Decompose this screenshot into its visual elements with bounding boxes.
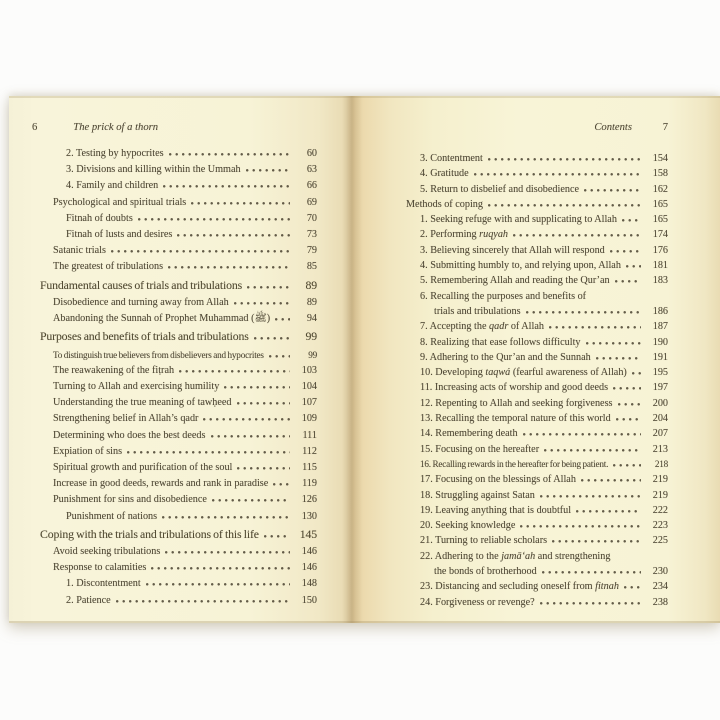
toc-entry-title: Satanic trials bbox=[53, 245, 106, 257]
toc-entry bbox=[40, 525, 317, 544]
dot-leader bbox=[613, 464, 641, 467]
toc-entry bbox=[406, 549, 668, 564]
toc-entry-title: 16. Recalling rewards in the hereafter for being patient. bbox=[420, 458, 609, 469]
toc-entry bbox=[406, 411, 668, 426]
toc-entry bbox=[406, 457, 668, 472]
toc-entry bbox=[406, 488, 668, 503]
toc-entry-title: 8. Realizing that ease follows difficulty bbox=[420, 336, 581, 348]
toc-entry bbox=[406, 289, 668, 304]
toc-entry-title: 2. Testing by hypocrites bbox=[66, 148, 164, 159]
toc-entry-title: 4. Submitting humbly to, and relying upon, Allah bbox=[420, 260, 621, 272]
toc-entry bbox=[406, 197, 668, 212]
toc-entry-page-number: 150 bbox=[301, 594, 317, 606]
dot-leader bbox=[237, 402, 290, 405]
toc-entry-page-number: 183 bbox=[652, 275, 668, 287]
toc-entry-page-number: 162 bbox=[652, 183, 668, 195]
dot-leader bbox=[552, 540, 641, 543]
toc-entry-page-number: 146 bbox=[301, 546, 317, 558]
toc-entry bbox=[406, 426, 668, 441]
toc-entry-page-number: 130 bbox=[301, 510, 317, 522]
toc-entry bbox=[40, 146, 317, 162]
toc-entry-title: 3. Divisions and killing within the Ummah bbox=[66, 164, 241, 176]
toc-entry bbox=[40, 379, 317, 395]
toc-entry bbox=[40, 311, 317, 327]
toc-entry-title: 1. Seeking refuge with and supplicating to Allah bbox=[420, 214, 617, 226]
toc-entry bbox=[40, 243, 317, 259]
dot-leader bbox=[212, 499, 290, 502]
toc-entry bbox=[40, 593, 317, 609]
dot-leader bbox=[526, 311, 641, 314]
toc-entry-title: 12. Repenting to Allah and seeking forgiveness bbox=[420, 397, 613, 409]
dot-leader bbox=[165, 551, 290, 554]
dot-leader bbox=[224, 386, 290, 389]
dot-leader bbox=[610, 250, 641, 253]
toc-entry-title: Purposes and benefits of trials and tribulations bbox=[40, 329, 249, 344]
toc-entry-page-number: 176 bbox=[652, 244, 668, 256]
toc-entry bbox=[40, 411, 317, 427]
dot-leader bbox=[151, 567, 290, 570]
toc-entry-page-number: 222 bbox=[652, 504, 668, 516]
toc-entry-title: 7. Accepting the qadr of Allah bbox=[420, 321, 544, 333]
toc-entry-page-number: 69 bbox=[306, 196, 317, 208]
toc-entry-title: Understanding the true meaning of tawḥeed bbox=[53, 397, 232, 409]
toc-entry-title: Fundamental causes of trials and tribulations bbox=[40, 277, 243, 292]
dot-leader bbox=[632, 372, 641, 375]
dot-leader bbox=[542, 571, 641, 574]
toc-entry-page-number: 181 bbox=[652, 260, 668, 272]
dot-leader bbox=[269, 355, 290, 358]
dot-leader bbox=[540, 495, 641, 498]
toc-entry-page-number: 115 bbox=[302, 461, 317, 473]
toc-entry-title: Turning to Allah and exercising humility bbox=[53, 381, 220, 393]
toc-entry bbox=[406, 579, 668, 594]
toc-entry-page-number: 112 bbox=[302, 445, 317, 457]
toc-entry-title: trials and tribulations bbox=[434, 305, 521, 317]
toc-entry-title: 2. Patience bbox=[66, 594, 111, 606]
toc-entry-page-number: 70 bbox=[306, 212, 317, 224]
dot-leader bbox=[234, 302, 290, 305]
toc-entry-page-number: 73 bbox=[306, 228, 317, 240]
toc-entry-page-number: 104 bbox=[301, 381, 317, 393]
toc-entry bbox=[40, 276, 317, 295]
toc-entry bbox=[40, 211, 317, 227]
toc-entry bbox=[406, 227, 668, 242]
toc-entry bbox=[406, 518, 668, 533]
toc-entry bbox=[406, 533, 668, 548]
toc-entry-page-number: 174 bbox=[652, 229, 668, 241]
toc-entry bbox=[40, 347, 317, 363]
toc-entry-title: 18. Struggling against Satan bbox=[420, 489, 535, 501]
toc-entry-title: the bonds of brotherhood bbox=[434, 566, 537, 578]
right-running-head bbox=[406, 122, 668, 133]
dot-leader bbox=[254, 337, 290, 340]
toc-entry-title: 11. Increasing acts of worship and good deeds bbox=[420, 382, 609, 394]
dot-leader bbox=[169, 153, 290, 156]
toc-entry bbox=[40, 227, 317, 243]
toc-entry-title: Psychological and spiritual trials bbox=[53, 196, 187, 208]
toc-entry-page-number: 204 bbox=[652, 413, 668, 425]
dot-leader bbox=[177, 234, 290, 237]
toc-entry-page-number: 191 bbox=[652, 351, 668, 363]
toc-entry-title: 3. Believing sincerely that Allah will respond bbox=[420, 244, 605, 256]
toc-entry-page-number: 207 bbox=[652, 428, 668, 440]
toc-entry-title: 5. Return to disbelief and disobedience bbox=[420, 183, 579, 195]
toc-entry-title: To distinguish true believers from disbelievers and hypocrites bbox=[53, 349, 264, 360]
dot-leader bbox=[586, 342, 641, 345]
toc-entry-page-number: 60 bbox=[306, 148, 317, 159]
dot-leader bbox=[273, 483, 290, 486]
toc-entry-page-number: 146 bbox=[301, 562, 317, 574]
dot-leader bbox=[203, 418, 290, 421]
toc-entry-page-number: 238 bbox=[652, 596, 668, 608]
toc-entry-page-number: 109 bbox=[301, 413, 317, 425]
dot-leader bbox=[111, 250, 290, 253]
toc-entry-page-number: 126 bbox=[301, 494, 317, 506]
toc-entry-page-number: 190 bbox=[652, 336, 668, 348]
dot-leader bbox=[488, 158, 641, 161]
toc-entry bbox=[40, 428, 317, 444]
toc-entry-page-number: 200 bbox=[652, 397, 668, 409]
toc-entry-title: 4. Gratitude bbox=[420, 168, 469, 180]
right-running-title: Contents bbox=[594, 122, 632, 133]
right-page bbox=[353, 96, 720, 623]
toc-entry bbox=[406, 595, 668, 610]
dot-leader bbox=[584, 189, 641, 192]
toc-entry-title: Punishment for sins and disobedience bbox=[53, 494, 207, 506]
toc-entry bbox=[40, 162, 317, 178]
dot-leader bbox=[246, 169, 290, 172]
toc-entry-title: 1. Discontentment bbox=[66, 578, 141, 590]
toc-entry-page-number: 111 bbox=[302, 429, 317, 441]
dot-leader bbox=[275, 318, 290, 321]
toc-entry bbox=[406, 258, 668, 273]
toc-entry-page-number: 148 bbox=[301, 578, 317, 590]
toc-entry-title: Determining who does the best deeds bbox=[53, 429, 206, 441]
dot-leader bbox=[168, 266, 290, 269]
toc-entry-title: 21. Turning to reliable scholars bbox=[420, 535, 548, 547]
toc-entry-page-number: 234 bbox=[652, 581, 668, 593]
left-running-head bbox=[32, 122, 158, 133]
toc-entry-title: Expiation of sins bbox=[53, 445, 123, 457]
dot-leader bbox=[247, 286, 290, 289]
toc-entry-title: The greatest of tribulations bbox=[53, 261, 164, 273]
toc-entry-title: Spiritual growth and purification of the soul bbox=[53, 461, 233, 473]
toc-entry-title: 3. Contentment bbox=[420, 153, 483, 164]
toc-entry-title: Coping with the trials and tribulations of this life bbox=[40, 526, 259, 541]
toc-entry-title: Fitnah of doubts bbox=[66, 212, 133, 224]
left-running-title: The prick of a thorn bbox=[73, 122, 159, 133]
dot-leader bbox=[618, 403, 642, 406]
toc-entry bbox=[406, 212, 668, 227]
toc-entry bbox=[406, 319, 668, 334]
toc-entry-title: 23. Distancing and secluding oneself from fitnah bbox=[420, 581, 619, 593]
toc-entry bbox=[406, 396, 668, 411]
toc-entry bbox=[40, 295, 317, 311]
dot-leader bbox=[162, 516, 290, 519]
toc-entry bbox=[406, 442, 668, 457]
toc-entry bbox=[40, 259, 317, 275]
dot-leader bbox=[191, 202, 290, 205]
toc-entry bbox=[406, 380, 668, 395]
dot-leader bbox=[613, 387, 641, 390]
toc-entry-title: 2. Performing ruqyah bbox=[420, 229, 509, 241]
dot-leader bbox=[622, 219, 641, 222]
dot-leader bbox=[540, 602, 641, 605]
toc-entry-page-number: 165 bbox=[652, 214, 668, 226]
toc-entry bbox=[40, 576, 317, 592]
dot-leader bbox=[488, 204, 641, 207]
toc-entry bbox=[406, 335, 668, 350]
dot-leader bbox=[523, 433, 641, 436]
dot-leader bbox=[127, 451, 290, 454]
toc-entry bbox=[40, 492, 317, 508]
dot-leader bbox=[520, 525, 641, 528]
toc-entry-page-number: 219 bbox=[652, 474, 668, 486]
dot-leader bbox=[616, 418, 641, 421]
dot-leader bbox=[626, 265, 641, 268]
toc-entry-title: Strengthening belief in Allah’s qadr bbox=[53, 413, 199, 425]
toc-entry-title: Abandoning the Sunnah of Prophet Muhammad (ﷺ) bbox=[53, 313, 271, 325]
toc-entry bbox=[406, 365, 668, 380]
dot-leader bbox=[179, 370, 290, 373]
dot-leader bbox=[116, 600, 290, 603]
toc-entry-page-number: 230 bbox=[652, 566, 668, 578]
dot-leader bbox=[624, 586, 641, 589]
toc-entry-page-number: 94 bbox=[306, 313, 317, 325]
toc-entry-title: Response to calamities bbox=[53, 562, 147, 574]
toc-entry-page-number: 63 bbox=[306, 164, 317, 176]
toc-entry-page-number: 89 bbox=[305, 277, 317, 292]
toc-entry-page-number: 225 bbox=[652, 535, 668, 547]
toc-entry bbox=[406, 151, 668, 166]
toc-entry bbox=[40, 544, 317, 560]
toc-entry bbox=[40, 476, 317, 492]
toc-entry-page-number: 103 bbox=[301, 364, 317, 376]
dot-leader bbox=[576, 510, 641, 513]
dot-leader bbox=[264, 535, 290, 538]
toc-entry bbox=[40, 560, 317, 576]
toc-entry bbox=[406, 304, 668, 319]
dot-leader bbox=[581, 479, 641, 482]
toc-entry bbox=[406, 243, 668, 258]
book-spread bbox=[9, 96, 720, 623]
dot-leader bbox=[237, 467, 290, 470]
toc-entry-title: 19. Leaving anything that is doubtful bbox=[420, 504, 572, 516]
dot-leader bbox=[474, 173, 641, 176]
dot-leader bbox=[615, 280, 641, 283]
toc-entries-left bbox=[40, 146, 317, 609]
toc-entry-page-number: 85 bbox=[306, 261, 317, 273]
toc-entry-page-number: 218 bbox=[654, 458, 668, 469]
toc-entry-title: 10. Developing taqwá (fearful awareness of Allah) bbox=[420, 367, 627, 379]
toc-entries-right bbox=[406, 151, 668, 610]
toc-entry bbox=[40, 178, 317, 194]
dot-leader bbox=[544, 449, 641, 452]
toc-entry-page-number: 187 bbox=[652, 321, 668, 333]
dot-leader bbox=[211, 435, 291, 438]
toc-entry bbox=[406, 273, 668, 288]
toc-entry-title: 4. Family and children bbox=[66, 180, 159, 192]
toc-entry-title: 13. Recalling the temporal nature of this world bbox=[420, 413, 611, 425]
toc-entry bbox=[40, 395, 317, 411]
toc-entry bbox=[406, 472, 668, 487]
dot-leader bbox=[549, 326, 641, 329]
toc-entry-title: Methods of coping bbox=[406, 198, 483, 210]
dot-leader bbox=[513, 234, 641, 237]
dot-leader bbox=[138, 218, 290, 221]
toc-entry-title: Increase in good deeds, rewards and rank in paradise bbox=[53, 478, 269, 490]
toc-entry-title: Disobedience and turning away from Allah bbox=[53, 296, 229, 308]
toc-entry-page-number: 223 bbox=[652, 520, 668, 532]
toc-entry-title: Avoid seeking tribulations bbox=[53, 546, 161, 558]
toc-entry-page-number: 165 bbox=[652, 198, 668, 210]
toc-entry-page-number: 195 bbox=[652, 367, 668, 379]
toc-entry-page-number: 158 bbox=[652, 168, 668, 180]
toc-entry bbox=[406, 503, 668, 518]
toc-entry bbox=[406, 350, 668, 365]
right-page-number: 7 bbox=[662, 122, 668, 133]
left-page bbox=[9, 96, 353, 623]
toc-entry-title: 6. Recalling the purposes and benefits of bbox=[420, 290, 587, 302]
toc-entry-title: 14. Remembering death bbox=[420, 428, 518, 440]
toc-entry-title: 9. Adhering to the Qur’an and the Sunnah bbox=[420, 351, 591, 363]
toc-entry-title: 24. Forgiveness or revenge? bbox=[420, 596, 535, 608]
toc-entry bbox=[40, 509, 317, 525]
toc-entry bbox=[40, 363, 317, 379]
toc-entry-page-number: 154 bbox=[652, 153, 668, 164]
toc-entry-page-number: 213 bbox=[652, 443, 668, 455]
toc-entry-page-number: 66 bbox=[306, 180, 317, 192]
dot-leader bbox=[596, 357, 641, 360]
toc-entry-title: 15. Focusing on the hereafter bbox=[420, 443, 540, 455]
toc-entry-page-number: 99 bbox=[305, 329, 317, 344]
toc-entry bbox=[406, 166, 668, 181]
dot-leader bbox=[146, 583, 290, 586]
toc-entry-title: Punishment of nations bbox=[66, 510, 158, 522]
toc-entry-page-number: 79 bbox=[306, 245, 317, 257]
toc-entry-page-number: 99 bbox=[308, 349, 317, 360]
toc-entry-title: 20. Seeking knowledge bbox=[420, 520, 516, 532]
toc-entry-title: Fitnah of lusts and desires bbox=[66, 228, 173, 240]
toc-entry-page-number: 186 bbox=[652, 305, 668, 317]
toc-entry-title: 17. Focusing on the blessings of Allah bbox=[420, 474, 576, 486]
toc-entry-title: 5. Remembering Allah and reading the Qur’an bbox=[420, 275, 610, 287]
toc-entry-page-number: 107 bbox=[301, 397, 317, 409]
toc-entry bbox=[40, 460, 317, 476]
toc-entry bbox=[40, 195, 317, 211]
toc-entry bbox=[40, 444, 317, 460]
toc-entry-title: 22. Adhering to the jamā‘ah and strengthening bbox=[420, 550, 611, 562]
toc-entry bbox=[406, 182, 668, 197]
left-page-number: 6 bbox=[32, 122, 38, 133]
dot-leader bbox=[163, 185, 290, 188]
toc-entry-page-number: 197 bbox=[652, 382, 668, 394]
toc-entry-page-number: 219 bbox=[652, 489, 668, 501]
toc-entry bbox=[40, 327, 317, 346]
toc-entry-title: The reawakening of the fiṭrah bbox=[53, 364, 175, 376]
toc-entry-page-number: 145 bbox=[299, 526, 317, 541]
toc-entry-page-number: 89 bbox=[306, 296, 317, 308]
toc-entry bbox=[406, 564, 668, 579]
toc-entry-page-number: 119 bbox=[302, 478, 317, 490]
